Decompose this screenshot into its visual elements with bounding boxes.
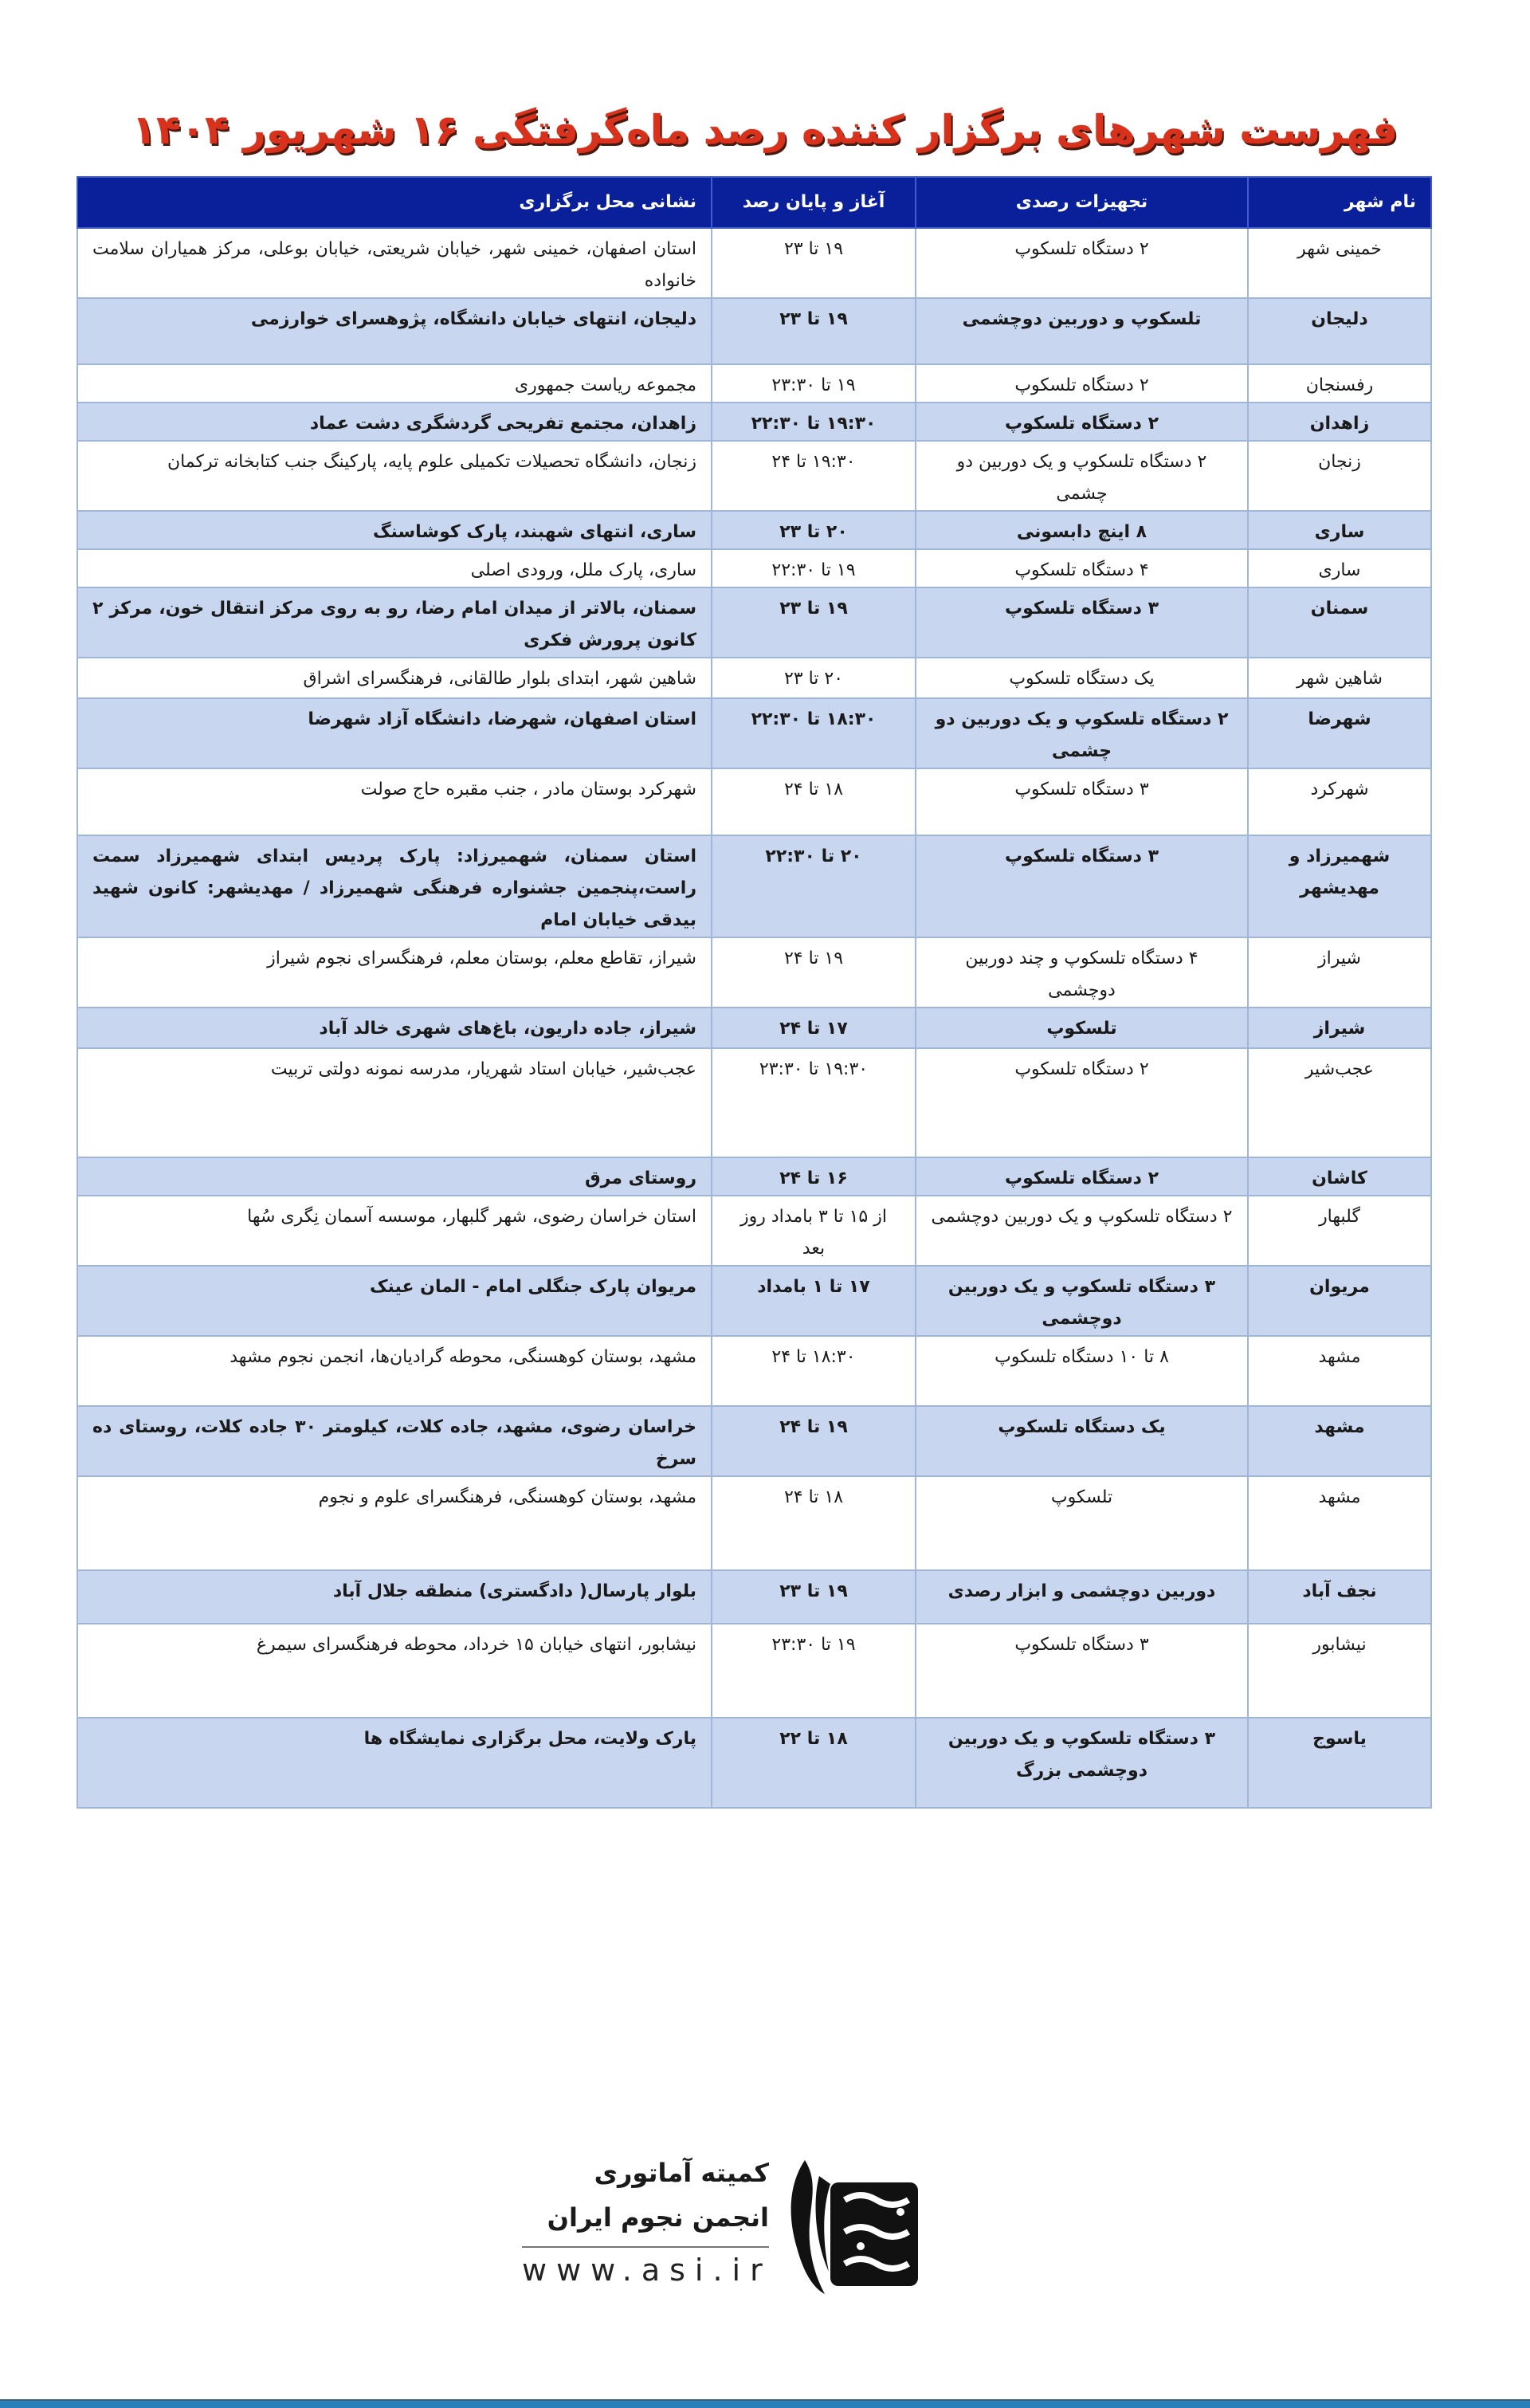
table-row: [77, 1624, 1431, 1718]
cell-address: پارک ولایت، محل برگزاری نمایشگاه ها: [77, 1718, 712, 1808]
cell-city: شهرضا: [1248, 698, 1431, 768]
cell-city: مریوان: [1248, 1266, 1431, 1336]
cell-city: شاهین شهر: [1248, 658, 1431, 698]
cities-table: [76, 176, 1432, 1809]
cell-time: ۱۸:۳۰ تا ۲۲:۳۰: [712, 698, 916, 768]
cell-time: ۲۰ تا ۲۳: [712, 511, 916, 549]
cell-address: استان سمنان، شهمیرزاد: پارک پردیس ابتدای شهمیرزاد سمت راست،پنجمین جشنواره فرهنگی شهمیرزاد / مهدیشهر: کانون شهید بیدقی خیابان امام: [77, 835, 712, 937]
table-header-row: [77, 177, 1431, 228]
cell-equipment: ۸ تا ۱۰ دستگاه تلسکوپ: [916, 1336, 1248, 1406]
cell-city: عجب‌شیر: [1248, 1048, 1431, 1157]
cell-address: استان خراسان رضوی، شهر گلبهار، موسسه آسمان نِگری سُها: [77, 1196, 712, 1266]
cell-address: ساری، انتهای شهبند، پارک کوشاسنگ: [77, 511, 712, 549]
cell-city: شهرکرد: [1248, 768, 1431, 835]
footer-text-block: [506, 2151, 772, 2288]
cell-city: مشهد: [1248, 1336, 1431, 1406]
cell-equipment: ۲ دستگاه تلسکوپ: [916, 228, 1248, 298]
table-row: [77, 441, 1431, 511]
cell-equipment: ۲ دستگاه تلسکوپ و یک دوربین دو چشمی: [916, 698, 1248, 768]
cell-time: ۱۷ تا ۲۴: [712, 1008, 916, 1048]
table-row: [77, 1336, 1431, 1406]
table-row: [77, 511, 1431, 549]
cell-time: ۲۰ تا ۲۳: [712, 658, 916, 698]
cell-equipment: تلسکوپ: [916, 1008, 1248, 1048]
cell-address: شیراز، جاده داریون، باغ‌های شهری خالد آباد: [77, 1008, 712, 1048]
cell-time: ۱۸:۳۰ تا ۲۴: [712, 1336, 916, 1406]
footer-society-name: انجمن نجوم ایران: [547, 2202, 769, 2233]
table-row: [77, 1476, 1431, 1570]
table-row: [77, 587, 1431, 658]
table-row: [77, 1266, 1431, 1336]
cell-equipment: ۳ دستگاه تلسکوپ و یک دوربین دوچشمی: [916, 1266, 1248, 1336]
cell-address: خراسان رضوی، مشهد، جاده کلات، کیلومتر ۳۰ جاده کلات، روستای ده سرخ: [77, 1406, 712, 1476]
cell-address: بلوار پارسال( دادگستری) منطقه جلال آباد: [77, 1570, 712, 1624]
cell-city: شیراز: [1248, 1008, 1431, 1048]
cell-city: نجف آباد: [1248, 1570, 1431, 1624]
cell-city: کاشان: [1248, 1157, 1431, 1196]
cell-address: مشهد، بوستان کوهسنگی، محوطه گرادیان‌ها، انجمن نجوم مشهد: [77, 1336, 712, 1406]
table-row: [77, 658, 1431, 698]
bottom-bar: [0, 2399, 1530, 2408]
table-row: [77, 835, 1431, 937]
cell-time: ۱۹ تا ۲۳: [712, 228, 916, 298]
cell-time: ۱۸ تا ۲۴: [712, 1476, 916, 1570]
cell-city: رفسنجان: [1248, 364, 1431, 403]
cell-equipment: ۲ دستگاه تلسکوپ و یک دوربین دوچشمی: [916, 1196, 1248, 1266]
cell-city: نیشابور: [1248, 1624, 1431, 1718]
table-body: [77, 228, 1431, 1808]
cell-equipment: ۲ دستگاه تلسکوپ: [916, 364, 1248, 403]
cell-city: ساری: [1248, 511, 1431, 549]
cell-time: ۱۹ تا ۲۴: [712, 1406, 916, 1476]
table-row: [77, 1157, 1431, 1196]
header-equipment: تجهیزات رصدی: [916, 177, 1248, 228]
cell-time: ۱۹:۳۰ تا ۲۴: [712, 441, 916, 511]
table-row: [77, 698, 1431, 768]
cell-equipment: ۲ دستگاه تلسکوپ: [916, 403, 1248, 441]
cell-time: ۱۹ تا ۲۳: [712, 298, 916, 364]
header-address: نشانی محل برگزاری: [77, 177, 712, 228]
cell-city: مشهد: [1248, 1406, 1431, 1476]
cell-equipment: ۲ دستگاه تلسکوپ: [916, 1157, 1248, 1196]
cell-city: یاسوج: [1248, 1718, 1431, 1808]
cell-city: دلیجان: [1248, 298, 1431, 364]
cell-city: گلبهار: [1248, 1196, 1431, 1266]
cell-time: ۱۸ تا ۲۲: [712, 1718, 916, 1808]
table-row: [77, 1570, 1431, 1624]
cell-equipment: ۲ دستگاه تلسکوپ: [916, 1048, 1248, 1157]
cell-address: روستای مرق: [77, 1157, 712, 1196]
cell-time: ۱۹ تا ۲۴: [712, 937, 916, 1008]
cell-time: از ۱۵ تا ۳ بامداد روز بعد: [712, 1196, 916, 1266]
cell-time: ۱۹ تا ۲۲:۳۰: [712, 549, 916, 587]
table-row: [77, 937, 1431, 1008]
cell-address: سمنان، بالاتر از میدان امام رضا، رو به روی مرکز انتقال خون، مرکز ۲ کانون پرورش فکری: [77, 587, 712, 658]
cell-time: ۲۰ تا ۲۲:۳۰: [712, 835, 916, 937]
cell-time: ۱۷ تا ۱ بامداد: [712, 1266, 916, 1336]
cell-equipment: ۳ دستگاه تلسکوپ: [916, 587, 1248, 658]
table-row: [77, 1718, 1431, 1808]
footer-branding: [506, 2144, 1064, 2296]
cell-address: زاهدان، مجتمع تفریحی گردشگری دشت عماد: [77, 403, 712, 441]
cell-address: نیشابور، انتهای خیابان ۱۵ خرداد، محوطه فرهنگسرای سیمرغ: [77, 1624, 712, 1718]
cell-equipment: یک دستگاه تلسکوپ: [916, 658, 1248, 698]
cell-time: ۱۶ تا ۲۴: [712, 1157, 916, 1196]
cell-city: خمینی شهر: [1248, 228, 1431, 298]
cell-equipment: تلسکوپ: [916, 1476, 1248, 1570]
cell-address: شاهین شهر، ابتدای بلوار طالقانی، فرهنگسرای اشراق: [77, 658, 712, 698]
table-row: [77, 768, 1431, 835]
table-row: [77, 549, 1431, 587]
cell-address: عجب‌شیر، خیابان استاد شهریار، مدرسه نمونه دولتی تربیت: [77, 1048, 712, 1157]
cell-address: زنجان، دانشگاه تحصیلات تکمیلی علوم پایه، پارکینگ جنب کتابخانه ترکمان: [77, 441, 712, 511]
cell-equipment: یک دستگاه تلسکوپ: [916, 1406, 1248, 1476]
cell-city: سمنان: [1248, 587, 1431, 658]
header-city: نام شهر: [1248, 177, 1431, 228]
cell-equipment: ۳ دستگاه تلسکوپ: [916, 835, 1248, 937]
cell-address: استان اصفهان، شهرضا، دانشگاه آزاد شهرضا: [77, 698, 712, 768]
cell-equipment: ۲ دستگاه تلسکوپ و یک دوربین دو چشمی: [916, 441, 1248, 511]
cell-time: ۱۹ تا ۲۳: [712, 1570, 916, 1624]
cell-address: مریوان پارک جنگلی امام - المان عینک: [77, 1266, 712, 1336]
table-row: [77, 1196, 1431, 1266]
page-title: فهرست شهرهای برگزار کننده رصد ماه‌گرفتگی ۱۶ شهریور ۱۴۰۴: [131, 107, 1399, 153]
table-row: [77, 364, 1431, 403]
table-row: [77, 1406, 1431, 1476]
cell-time: ۱۹ تا ۲۳: [712, 587, 916, 658]
cell-address: استان اصفهان، خمینی شهر، خیابان شریعتی، خیابان بوعلی، مرکز همیاران سلامت خانواده: [77, 228, 712, 298]
cell-address: دلیجان، انتهای خیابان دانشگاه، پژوهسرای خوارزمی: [77, 298, 712, 364]
header-time: آغاز و پایان رصد: [712, 177, 916, 228]
cell-time: ۱۸ تا ۲۴: [712, 768, 916, 835]
cell-address: شهرکرد بوستان مادر ، جنب مقبره حاج صولت: [77, 768, 712, 835]
cell-equipment: ۳ دستگاه تلسکوپ و یک دوربین دوچشمی بزرگ: [916, 1718, 1248, 1808]
table-row: [77, 228, 1431, 298]
table-row: [77, 1048, 1431, 1157]
cell-time: ۱۹ تا ۲۳:۳۰: [712, 364, 916, 403]
cell-city: زاهدان: [1248, 403, 1431, 441]
cell-city: مشهد: [1248, 1476, 1431, 1570]
cell-equipment: ۴ دستگاه تلسکوپ: [916, 549, 1248, 587]
cell-time: ۱۹:۳۰ تا ۲۲:۳۰: [712, 403, 916, 441]
cell-address: مجموعه ریاست جمهوری: [77, 364, 712, 403]
footer-committee-name: کمیته آماتوری: [594, 2158, 769, 2188]
table-row: [77, 403, 1431, 441]
cell-address: ساری، پارک ملل، ورودی اصلی: [77, 549, 712, 587]
cell-address: شیراز، تقاطع معلم، بوستان معلم، فرهنگسرای نجوم شیراز: [77, 937, 712, 1008]
footer-website-link[interactable]: www.asi.ir: [522, 2253, 772, 2288]
cell-address: مشهد، بوستان کوهسنگی، فرهنگسرای علوم و نجوم: [77, 1476, 712, 1570]
cell-city: زنجان: [1248, 441, 1431, 511]
cell-equipment: ۸ اینچ دابسونی: [916, 511, 1248, 549]
table-row: [77, 1008, 1431, 1048]
cell-equipment: ۳ دستگاه تلسکوپ: [916, 1624, 1248, 1718]
cell-time: ۱۹ تا ۲۳:۳۰: [712, 1624, 916, 1718]
footer-divider: [522, 2246, 769, 2248]
cell-equipment: ۴ دستگاه تلسکوپ و چند دوربین دوچشمی: [916, 937, 1248, 1008]
cell-city: ساری: [1248, 549, 1431, 587]
cell-time: ۱۹:۳۰ تا ۲۳:۳۰: [712, 1048, 916, 1157]
table-row: [77, 298, 1431, 364]
cell-equipment: دوربین دوچشمی و ابزار رصدی: [916, 1570, 1248, 1624]
cell-city: شهمیرزاد و مهدیشهر: [1248, 835, 1431, 937]
cell-equipment: ۳ دستگاه تلسکوپ: [916, 768, 1248, 835]
cell-city: شیراز: [1248, 937, 1431, 1008]
asi-calligraphy-logo-icon: [781, 2152, 924, 2296]
cell-equipment: تلسکوپ و دوربین دوچشمی: [916, 298, 1248, 364]
